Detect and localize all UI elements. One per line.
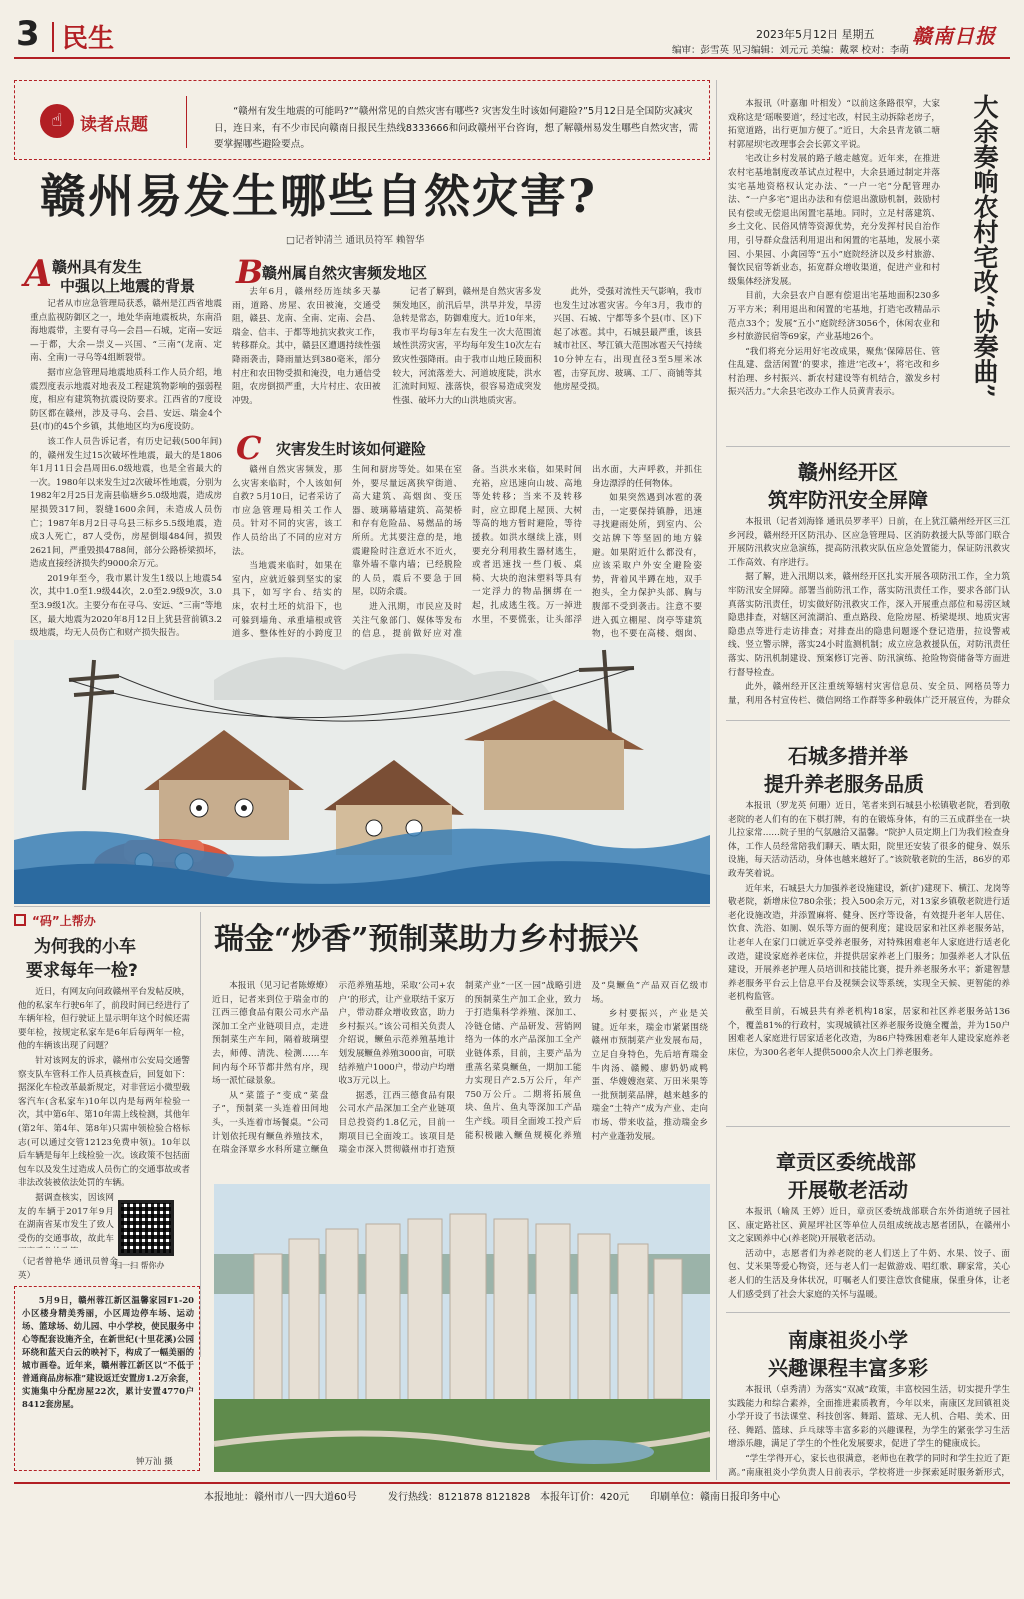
paragraph: 该工作人员告诉记者，有历史记载(500年间)的，赣州发生过15次破坏性地震，最大的是1806年1月11日会昌周田6.0级地震，也是全省最大的一次。1980年以来发生过2次破坏性地震，分别为1982年2月25日龙南县临塘乡5.0级地震，造成房屋损毁317间，裂缝1600余间，未造成人员伤亡；1987年8月2日寻乌县三标乡5.5级地震，造成3人死亡，87人受伤，房屋倒塌484间，损毁2621间，严重毁损4788间，部分公路桥梁损坏，造成直接经济损失约9000余万元。 (30, 436, 222, 570)
reader-focus-label: 读者点题 (80, 115, 148, 135)
flood-illustration (14, 640, 710, 904)
nankang-body (728, 1384, 1010, 1478)
section-name: 民生 (62, 24, 115, 54)
paragraph: 本报讯（见习记者陈燎燎）近日，记者来到位于瑞金市的江西三德食品有限公司水产品深加工全产业链项目点，走进预制菜生产车间，隔着玻璃望去，师傅、清洗、检测……车间内每个环节都井然有序，现场一派忙碌景象。 (212, 981, 329, 1087)
right-column-divider (716, 80, 717, 1480)
photo-credit: 钟万汕 摄 (136, 1457, 173, 1467)
paragraph: 2019年至今，我市累计发生1级以上地震54次，其中1.0至1.9级44次，2.0至2.9级9次，3.0至3.9级1次。主要分布在寻乌、安远、“三南”等地区，最大地震为2020年8月12日上犹县营前镇3.2级地震，均无人员伤亡和财产损失报告。 (30, 573, 222, 639)
main-byline: □记者钟清兰 通讯员符军 赖智华 (286, 235, 425, 246)
help-headline-1: 为何我的小车 (34, 937, 136, 957)
section-c-title: 灾害发生时该如何避险 (276, 440, 427, 458)
help-byline: （记者曾艳华 通讯员曾金英） (18, 1257, 118, 1281)
section-c-body (232, 464, 702, 644)
zhanggong-bottom-rule (726, 1312, 1010, 1313)
paragraph: 此外，赣州经开区注重统筹辖村灾害信息员、安全员、网格员等力量，利用各村宣传栏、微信网络工作群等多种载体广泛开展宣传，为群众 (728, 682, 1010, 706)
section-b-body (232, 286, 702, 426)
zhanggong-headline-2: 开展敬老活动 (788, 1178, 908, 1202)
paragraph: 如果突然遇到冰雹的袭击，一定要保持镇静，迅速寻找避雨处所，到室内、公交站牌下等坚固的地方躲避。如果附近什么都没有，应该采取户外安全避险姿势，背着风半蹲在地，双手抱头，全力保护头部、胸与腹部不受到袭击。注意不要进入孤立棚屋、岗亭等建筑物，也不要在高楼、烟囱、 (592, 493, 702, 640)
section-c-letter: C (236, 429, 262, 467)
section-a-letter: A (24, 253, 52, 295)
paragraph: 据了解，进入汛期以来，赣州经开区扎实开展各项防汛工作，全力筑牢防汛安全屏障。部署当前防汛工作，落实防汛责任工作，要求各部门认真落实防汛责任，切实做好防汛救灾工作，深入开展重点部位和易涝区域隐患排查，对辖区河流湖泊、重点路段、危险房屋、桥梁堤坝、地质灾害隐患点等进行走访排查；对排查出的隐患问题逐个登记造册，拉设警戒线、竖立警示牌，落实24小时监测机制；成立应急救援队伍，对防汛责任落实、防汛机制建设、预案修订完善、防汛演练、抢险物资储备等方面进行督导检查。 (728, 572, 1010, 678)
dayu-headline: 大余奏响农村宅改“协奏曲” (970, 94, 999, 398)
paragraph: 从“菜篮子”变成“菜盘子”，预制菜一头连着田间地头，一头连着市场餐桌。“公司计划依托现有鳜鱼养殖技术，在瑞金泽覃乡水科所建立鳜鱼示范养殖基地，采取‘公司+农户’的形式，让产业联结千家万户，带动群众增收致富，助力乡村振兴。”该公司相关负责人介绍说，鳜鱼示范养殖基地计划发展鳜鱼养殖3000亩，可联结养殖户1000户，带动户均增收3万元以上。 (212, 981, 455, 1156)
dayu-bottom-rule (726, 446, 1010, 447)
paragraph: 去年6月，赣州经历连续多天暴雨，道路、房屋、农田被淹，交通受阻，赣县、龙南、全南、定南、会昌、瑞金、信丰、于都等地抗灾救灾工作，转移群众。其中，赣县区遭遇持续性强降雨袭击，降雨量达到380毫米，部分村庄和农田物受损和淹没，电力通信受阻，农房倒损严重，大片村庄、农田被冲毁。 (232, 287, 381, 406)
section-a-body (30, 298, 222, 644)
nankang-headline-1: 南康祖炎小学 (788, 1328, 908, 1352)
paragraph: 记者从市应急管理局获悉，赣州是江西省地震重点监视防御区之一，地处华南地震板块，东南沿海地震带，主要有寻乌—会昌—石城，定南—安远—于都，大余—崇义—兴国、“三南”(龙南、定南、全南)一寻乌等4组断裂带。 (30, 299, 222, 364)
qr-badge-icon (14, 914, 26, 926)
mid-rule (14, 906, 710, 907)
kaifaqu-headline-1: 赣州经开区 (798, 460, 898, 484)
paragraph: 活动中，志愿者们为养老院的老人们送上了牛奶、水果、饺子、面包、艾米果等爱心物资，还与老人们一起做游戏、唱红歌、聊家常，关心老人们的生活及身体状况，叮嘱老人们要注意饮食健康，保重身体，让老人们感受到了社会大家庭的关怀与温暖。 (728, 1248, 1010, 1300)
shicheng-bottom-rule (726, 1126, 1010, 1127)
help-headline-2: 要求每年一检? (26, 961, 138, 981)
paragraph: 据悉，江西三德食品有限公司水产品深加工全产业链项目总投资约1.8亿元，目前一期项目已全面竣工。该项目是瑞金市深入贯彻赣州市打造预制菜产业“一区一园”战略引进的预制菜生产加工企业，致力于打造集科学养殖、深加工、冷链仓储、产品研发、营销网络为一体的水产品深加工全产业链体系，目前，主要产品为重蒸名菜臭鳜鱼，一期加工能力实现日产2.5万公斤，年产750万公斤。二期将拓展鱼块、鱼片、鱼丸等深加工产品生产线。项目全面竣工投产后能积极融入鳜鱼规模化养殖及“臭鳜鱼”产品双百亿级市场。 (338, 981, 708, 1156)
qr-code[interactable] (118, 1200, 174, 1256)
issue-date: 2023年5月12日 星期五 (756, 28, 875, 41)
masthead-rule (14, 57, 1010, 59)
section-b-letter: B (236, 253, 264, 291)
section-a-title-1: 赣州具有发生 (52, 258, 143, 276)
shicheng-body (728, 800, 1010, 1120)
reader-focus-sep (186, 96, 187, 148)
paragraph: 截至目前，石城县共有养老机构18家，居家和社区养老服务站136个，覆盖81%的行政村，实现城镇社区养老服务设施全覆盖，并为150户困难老人家庭进行居家适老化改造，为86户特殊困难老年人建设家庭养老床位，为300名老年人提供5000余人次上门养老服务。 (728, 1006, 1010, 1058)
paragraph: 近日，有网友向问政赣州平台发帖反映，他的私家车行驶6年了，前段时间已经进行了车辆年检，但行驶证上显示明年这个时候还需要年检，按规定私家车是6年后每两年一检，他的车辆该出现了问题？ (18, 987, 190, 1052)
zhanggong-body (728, 1206, 1010, 1302)
footer-rule (14, 1482, 1010, 1484)
paragraph: “学生学得开心，家长也很满意，老师也在教学的同时和学生拉近了距离。”南康祖炎小学负责人日前表示，学校将进一步探索延时服务新形式， (728, 1453, 1010, 1478)
hand-pointer-icon: ☝ (40, 104, 74, 138)
paragraph: 据市应急管理局地震地质科工作人员介绍，地震烈度表示地震对地表及工程建筑物影响的强弱程度，相应有建筑物抗震设防要求。江西省的7度设防区都在赣州，涉及寻乌、会昌、安远、瑞金4个县(市)的45个乡镇，其他地区均为6度设防。 (30, 367, 222, 433)
high-rise-buildings (254, 1214, 682, 1414)
shicheng-headline-1: 石城多措并举 (788, 744, 908, 768)
nankang-headline-2: 兴趣课程丰富多彩 (768, 1356, 928, 1380)
paragraph: 据调查核实，因该网友的车辆于2017年9月在湖南省某市发生了致人受伤的交通事故，故此车 (18, 1192, 114, 1244)
paragraph: 本报讯（叶嘉珈 叶相发）“以前这条路很窄，大家戏称这是‘瑶喉要道’，经过宅改，村民主动拆除老房子，拓宽道路，出行更加方便了。”近日，大余县青龙镇二塘村郭屋坝宅改理事会会长郭文平说。 (728, 99, 940, 150)
paragraph: 此外，受强对流性天气影响，我市也发生过冰雹灾害。今年3月，我市的兴国、石城、宁都等多个县(市、区)下起了冰雹。其中，石城县最严重，该县城市社区、琴江镇大范围冰雹天气持续10分钟左右，出现直径3至5厘米冰雹，击穿瓦房、玻璃、工厂、商铺等其他房屋受损。 (553, 287, 702, 393)
editorial-staff: 编审：彭雪英 见习编辑：刘元元 美编：戴翠 校对：李萌 (672, 45, 910, 56)
paragraph: 针对该网友的诉求，赣州市公安局交通警察支队车管科工作人员真核查后，回复如下：据深化车检改革最新规定，对非营运小微型载客汽车(含私家车)10年以内是每两年检验一次，其中第6年、第10年需上线检测，其他年(第2年、第4年、第8年)只需申领检验合格标志(可以通过交管12123免费申领)。10年以后车辆是每年上线检验一次。该政策不包括面包车以及发生过造成人员伤亡的交通事故或者非法改装被依法处罚的车辆。 (18, 1055, 190, 1189)
footer-printer: 印刷单位：赣南日报印务中心 (650, 1492, 780, 1503)
paragraph: 记者了解到，赣州是自然灾害多发频发地区，前汛后旱，洪旱并发，旱涝急转是常态，防御难度大。近10年来，我市平均每3年左右发生一次大范围流域性洪涝灾害，平均每年发生10次左右致灾性强降雨。由于我市山地丘陵面积较大，河流落差大、河道坡度陡，洪水汇流时间短、涨落快，很容易造成突发性强、破坏力大的山洪地质灾害。 (392, 287, 542, 406)
footer-address: 本报地址：赣州市八一四大道60号 (204, 1492, 357, 1503)
footer-price: 本报年订价：420元 (540, 1492, 630, 1503)
section-a-title-2: 中强以上地震的背景 (60, 277, 196, 295)
main-headline: 赣州易发生哪些自然灾害? (40, 169, 597, 223)
park-pond (534, 1440, 654, 1464)
paragraph: 目前，大余县农户自愿有偿退出宅基地面积230多万平方米；利用退出和闲置的宅基地，打造宅改精品示范点33个；发展“五小”庭院经济3056个，休闲农业和乡村旅游民宿等69家，产业基地26个。 (728, 291, 940, 343)
zhanggong-headline-1: 章贡区委统战部 (776, 1150, 916, 1174)
paragraph: 本报讯（罗龙英 何珊）近日，笔者来到石城县小松镇敬老院，看到敬老院的老人们有的在下棋打牌，有的在锻炼身体，有的三五成群坐在一块儿拉家常……院子里的气氛融洽又温馨。“院护人员定期上门为我们检查身体，工作人员经常陪我们聊天、晒太阳，院里还安装了很多的健身、娱乐设施，每天活动活动，身体也越来越好了。”该院敬老院的生活，86岁的邓政寿笑着说。 (728, 801, 1010, 879)
section-b-title: 赣州属自然灾害频发地区 (262, 264, 428, 282)
page-number: 3 (16, 14, 40, 54)
help-column-divider (200, 912, 201, 1357)
kaifaqu-body (728, 516, 1010, 706)
photo-caption-text: 5月9日，赣州蓉江新区温馨家园F1-20小区楼身精美秀丽，小区周边停车场、运动场、篮球场、幼儿园、中小学校，使民服务中心等配套设施齐全，在新世纪(十里花溪)公园环绕和蓝天白云的映衬下，构成了一幅美丽的城市画卷。近年来，赣州蓉江新区以“不低于普通商品房标准”建设返迁安置房1.2万余套，实施集中分配房屋22次，累计安置4770户8412套房屋。 (22, 1295, 194, 1409)
paragraph: 本报讯（卓秀清）为落实“双减”政策，丰富校园生活，切实提升学生实践能力和综合素养，全面推进素质教育，今年以来，南康区龙回镇祖炎小学开设了书法课堂、科技创客、舞蹈、篮球、无人机、合唱、美术、田径、舞蹈、篮球、乒乓球等丰富多彩的兴趣课程，为学生的紧张学习生活增添乐趣，满足了学生的个性化发展要求，促进了学生的健康成长。 (728, 1385, 1010, 1450)
dayu-body (728, 98, 940, 428)
paragraph: 宅改让乡村发展的路子越走越宽。近年来，在推进农村宅基地制度改革试点过程中，大余县通过制定并落实宅基地资格权认定办法、“一户一宅”分配管理办法、“一户多宅”退出办法和有偿退出激励机制，鼓励村民有偿或无偿退出闲置宅基地。同时，立足村落建筑、乡土文化、民俗风情等资源优势，充分发挥村民自治作用，引导群众盘活利用退出和闲置的宅基地，发展小菜园、小果园、小禽园等“五小”庭院经济以及乡村旅游、餐饮民宿等新业态，拓宽群众增收渠道，促进产业和村级集体经济发展。 (728, 154, 940, 287)
qr-caption: 扫一扫 帮你办 (114, 1261, 165, 1270)
kaifaqu-headline-2: 筑牢防汛安全屏障 (768, 488, 928, 512)
reader-focus-intro: “赣州有发生地震的可能吗?”“赣州常见的自然灾害有哪些? 灾害发生时该如何避险?”5月12日是全国防灾减灾日，连日来，有不少市民向赣南日报民生热线8333666和问政赣州平台咨询，想了解赣州易发生哪些自然灾害，需要掌握哪些避险要点。 (214, 106, 699, 150)
paragraph: 本报讯（记者刘海锋 通讯员罗孝平）日前，在上犹江赣州经开区三江乡河段，赣州经开区防汛办、区应急管理局、区消防救援大队等部门联合开展防汛救灾应急演练，提高防汛救灾队伍应急处置能力，保证防汛救灾工作高效、有序进行。 (728, 517, 1010, 568)
paragraph: 乡村要振兴，产业是关键。近年来，瑞金市紧紧围绕赣州市预制菜产业发展布局，立足自身特色，先后培育瑞金牛肉汤、赣鳗、廖奶奶咸鸭蛋、华嫂嫂泡菜、万田米果等一批预制菜品牌，越来越多的瑞金“土特产”成为产业、走向市场、带来收益，推动瑞金乡村产业蓬勃发展。 (591, 1009, 708, 1142)
help-column-tag: “码”上帮办 (32, 914, 96, 928)
ruijin-body (212, 980, 708, 1162)
paragraph: 近年来，石城县大力加强养老设施建设，新(扩)建现下、横江、龙岗等敬老院，新增床位780余张；投入500余万元，对13家乡镇敬老院进行适老化设施改造，并添置麻将、健身、医疗等设备，有效提升老年人居住、饮食、洗浴、如厕、娱乐等方面的便利度；建设居家和社区养老服务站，让老年人在家门口就近享受养老服务，对特殊困难老年人家庭进行适老化改造，建设家庭养老床位，并提供居家养老上门服务；加强养老人才队伍建设，开展养老护理人员培训和技能比赛，提升养老服务水平；新建智慧养老服务平台云上信息平台及视频会议等系统，实现全天候、更智能的养老机构监管。 (728, 883, 1010, 1003)
kaifaqu-bottom-rule (726, 720, 1010, 721)
paragraph: 当地震来临时，如果在室内，应就近躲到坚实的家具下，如写字台、结实的床，农村土坯的炕沿下，也可躲到墙角、承重墙根或管道多、整体性好的小跨度卫生间和厨房等处。如果在室外，要尽量远离狭窄街道、高大建筑、高烟囱、变压器、玻璃幕墙建筑、高架桥和存有危险品、易燃品的场所所。尤其要注意的是，地震避险时注意近水不近火，靠外墙不靠内墙；已经脱险的人员，震后不要急于回屋，以防余震。 (232, 465, 462, 640)
ruijin-headline: 瑞金“炒香”预制菜助力乡村振兴 (214, 922, 639, 957)
footer-phone: 发行热线：8121878 8121828 (388, 1492, 531, 1503)
paragraph: 进入汛期，市民应及时关注气象部门、媒体等发布的信息，提前做好应对准备。当洪水来临，如果时间充裕，应迅速向山坡、高地等处转移；当来不及转移时，应立即爬上屋顶、大树等高的地方暂时避险，等待援救。如洪水继续上涨，则要充分利用救生器材逃生，或者迅速找一些门板、桌椅、大块的泡沫塑料等具有一定浮力的物品捆绑在一起，扎成逃生筏。万一掉进水里，不要慌张，让头部浮出水面，大声呼救，并抓住身边漂浮的任何物体。 (352, 465, 702, 640)
paragraph: 本报讯（喻凤 王婷）近日，章贡区委统战部联合东外街道统子园社区、康定路社区、黄屋坪社区等单位人员组成统战志愿者团队，在赣州小文之家顾养中心(养老院)开展敬老活动。 (728, 1207, 1010, 1245)
paragraph: 赣州自然灾害频发，那么灾害来临时，个人该如何自救? 5月10日，记者采访了市应急管理局相关工作人员。针对不同的灾害，该工作人员给出了不同的应对方法。 (232, 465, 342, 557)
paragraph: “我们将充分运用好宅改成果，聚焦‘保障居住、管住乱建、盘活闲置’的要求，推进‘宅改+’，将宅改和乡村治理、乡村振兴、新农村建设等有机结合，激发乡村振兴活力。”大余县宅改办工作人员黄青表示。 (728, 346, 940, 398)
housing-estate-photo (214, 1184, 710, 1472)
masthead-divider (52, 22, 54, 52)
shicheng-headline-2: 提升养老服务品质 (764, 772, 924, 796)
paper-logo: 赣南日报 (912, 24, 996, 48)
